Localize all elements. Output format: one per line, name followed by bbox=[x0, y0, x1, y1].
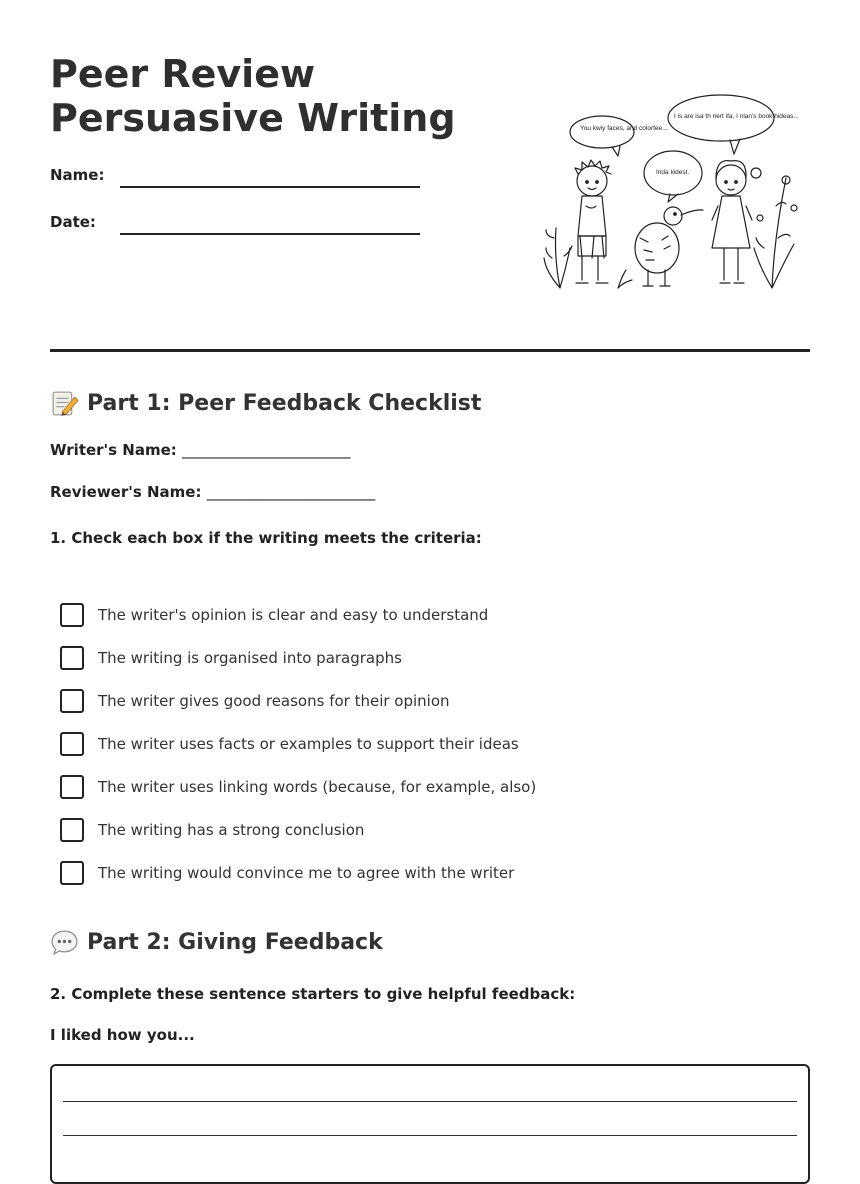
writer-name-field bbox=[50, 441, 350, 459]
page-title: Peer Review Persuasive Writing bbox=[50, 52, 456, 140]
criteria-text: The writer uses facts or examples to support their ideas bbox=[98, 734, 519, 753]
liked-answer-box[interactable] bbox=[50, 1064, 810, 1184]
name-label: Name: bbox=[50, 166, 105, 184]
criteria-item bbox=[60, 636, 536, 679]
bubble-girl-text: I is are isa th nert ifa, I nlan's book hideas... bbox=[674, 113, 799, 120]
criteria-item bbox=[60, 679, 536, 722]
criteria-checkbox[interactable] bbox=[60, 818, 84, 842]
criteria-checklist bbox=[60, 593, 536, 894]
criteria-checkbox[interactable] bbox=[60, 646, 84, 670]
feedback-instruction: 2. Complete these sentence starters to give helpful feedback: bbox=[50, 985, 576, 1003]
speech-bubble-boy bbox=[570, 116, 634, 148]
criteria-checkbox[interactable] bbox=[60, 861, 84, 885]
part1-heading bbox=[50, 389, 481, 418]
criteria-text: The writer gives good reasons for their opinion bbox=[98, 691, 450, 710]
answer-line bbox=[63, 1101, 797, 1102]
writer-name-blank[interactable]: ________________________ bbox=[182, 441, 351, 459]
criteria-text: The writer's opinion is clear and easy to understand bbox=[98, 605, 489, 624]
name-input-line[interactable] bbox=[120, 186, 420, 188]
speech-bubble-icon bbox=[50, 928, 79, 957]
checklist-instruction: 1. Check each box if the writing meets the criteria: bbox=[50, 529, 482, 547]
part2-heading bbox=[50, 928, 383, 957]
answer-line bbox=[63, 1135, 797, 1136]
writer-name-label: Writer's Name: bbox=[50, 441, 177, 459]
criteria-checkbox[interactable] bbox=[60, 689, 84, 713]
criteria-text: The writer uses linking words (because, for example, also) bbox=[98, 777, 537, 796]
reviewer-name-blank[interactable]: ________________________ bbox=[206, 483, 375, 501]
criteria-checkbox[interactable] bbox=[60, 603, 84, 627]
date-input-line[interactable] bbox=[120, 233, 420, 235]
criteria-text: The writing has a strong conclusion bbox=[98, 820, 365, 839]
children-kiwi-illustration bbox=[540, 88, 800, 298]
date-label: Date: bbox=[50, 213, 96, 231]
date-field bbox=[50, 213, 96, 231]
criteria-checkbox[interactable] bbox=[60, 775, 84, 799]
part2-heading-text: Part 2: Giving Feedback bbox=[87, 930, 383, 955]
bubble-boy-text: You kwiy faces, and colorfee... bbox=[580, 125, 668, 132]
section-divider bbox=[50, 349, 810, 352]
reviewer-name-label: Reviewer's Name: bbox=[50, 483, 202, 501]
criteria-item bbox=[60, 593, 536, 636]
criteria-item bbox=[60, 765, 536, 808]
criteria-text: The writing is organised into paragraphs bbox=[98, 648, 402, 667]
criteria-item bbox=[60, 808, 536, 851]
criteria-item bbox=[60, 851, 536, 894]
criteria-item bbox=[60, 722, 536, 765]
sentence-starter-liked: I liked how you... bbox=[50, 1026, 195, 1044]
name-field bbox=[50, 166, 104, 184]
bubble-kiwi-text: Inda kidest. bbox=[656, 169, 690, 176]
reviewer-name-field bbox=[50, 483, 375, 501]
part1-heading-text: Part 1: Peer Feedback Checklist bbox=[87, 391, 482, 416]
criteria-checkbox[interactable] bbox=[60, 732, 84, 756]
memo-pencil-icon bbox=[50, 389, 79, 418]
criteria-text: The writing would convince me to agree with the writer bbox=[98, 863, 515, 882]
